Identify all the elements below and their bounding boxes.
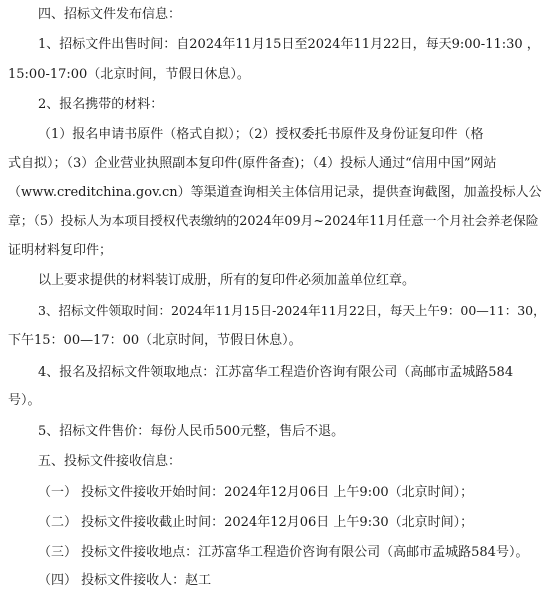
item4-line1: 4、报名及招标文件领取地点：江苏富华工程造价咨询有限公司（高邮市孟城路584 bbox=[38, 365, 514, 380]
item2-note: 以上要求提供的材料装订成册，所有的复印件必须加盖单位红章。 bbox=[38, 273, 416, 288]
item4-line2: 号）。 bbox=[8, 393, 41, 408]
item3-line2: 下午15：00—17：00（北京时间，节假日休息）。 bbox=[8, 333, 302, 348]
item2-line4: 章；（5）投标人为本项目授权代表缴纳的2024年09月~2024年11月任意一个月社会养老保险 bbox=[8, 214, 539, 229]
item2-line5: 证明材料复印件； bbox=[8, 243, 113, 258]
item2-line3: （www.creditchina.gov.cn）等渠道查询相关主体信用记录，提供查询截图，加盖投标人公 bbox=[8, 185, 542, 200]
receipt-person: （四） 投标文件接收人：赵工 bbox=[38, 573, 212, 588]
receipt-location: （三） 投标文件接收地点：江苏富华工程造价咨询有限公司（高邮市孟城路584号）。 bbox=[38, 545, 529, 560]
section4-title: 四、招标文件发布信息： bbox=[38, 7, 182, 22]
item3-line1: 3、招标文件领取时间：2024年11月15日-2024年11月22日，每天上午9：00—11：30， bbox=[38, 303, 546, 318]
item2-title: 2、报名携带的材料： bbox=[38, 97, 164, 112]
item1-line1: 1、招标文件出售时间：自2024年11月15日至2024年11月22日，每天9:00-11:30 ， bbox=[38, 37, 540, 52]
receipt-start-time: （一） 投标文件接收开始时间：2024年12月06日 上午9:00（北京时间）； bbox=[38, 485, 474, 500]
item2-line1: （1）报名申请书原件（格式自拟）；（2）授权委托书原件及身份证复印件（格 bbox=[38, 127, 484, 142]
item5-line1: 5、招标文件售价：每份人民币500元整，售后不退。 bbox=[38, 424, 345, 439]
item1-line2: 15:00-17:00（北京时间，节假日休息）。 bbox=[8, 67, 250, 82]
section5-title: 五、投标文件接收信息： bbox=[38, 454, 182, 469]
item2-line2: 式自拟）；（3）企业营业执照副本复印件(原件备查)；（4）投标人通过“信用中国”网站 bbox=[8, 156, 497, 171]
receipt-deadline-time: （二） 投标文件接收截止时间：2024年12月06日 上午9:30（北京时间）； bbox=[38, 515, 474, 530]
